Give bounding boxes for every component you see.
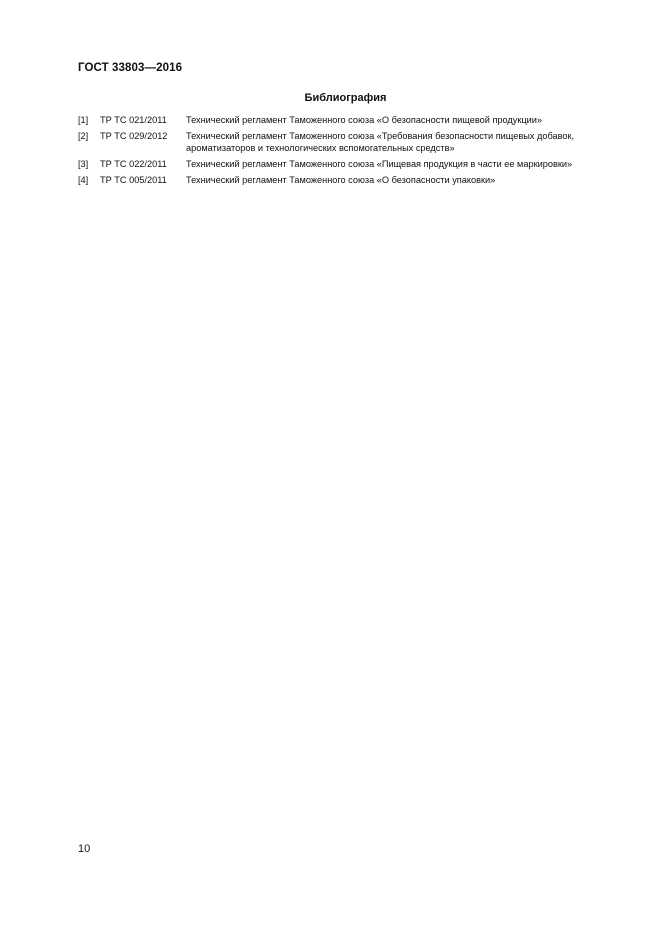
bibliography-entry <box>78 175 623 187</box>
entry-number: [2] <box>78 131 89 141</box>
bibliography-title: Библиография <box>304 92 387 104</box>
document-header: ГОСТ 33803—2016 <box>78 62 183 74</box>
bibliography-entry <box>78 131 623 154</box>
entry-number: [4] <box>78 174 89 185</box>
entry-code: ТР ТС 022/2011 <box>100 158 167 169</box>
entry-number: [3] <box>78 158 89 169</box>
bibliography-entry <box>78 115 623 127</box>
entry-code: ТР ТС 005/2011 <box>100 174 167 185</box>
page-number: 10 <box>78 843 91 855</box>
entry-number: [1] <box>78 115 89 125</box>
entry-code: ТР ТС 021/2011 <box>100 115 167 125</box>
entry-text: Технический регламент Таможенного союза «Требования безопасности пищевых добавок, ароматизаторов и технологических вспомогательных средств» <box>186 131 575 153</box>
entry-text: Технический регламент Таможенного союза «О безопасности упаковки» <box>186 174 496 185</box>
entry-text: Технический регламент Таможенного союза «Пищевая продукция в части ее маркировки» <box>186 158 573 169</box>
bibliography-entry <box>78 159 623 171</box>
entry-code: ТР ТС 029/2012 <box>100 131 168 141</box>
bibliography-list <box>78 115 623 191</box>
entry-text: Технический регламент Таможенного союза «О безопасности пищевой продукции» <box>186 115 543 125</box>
